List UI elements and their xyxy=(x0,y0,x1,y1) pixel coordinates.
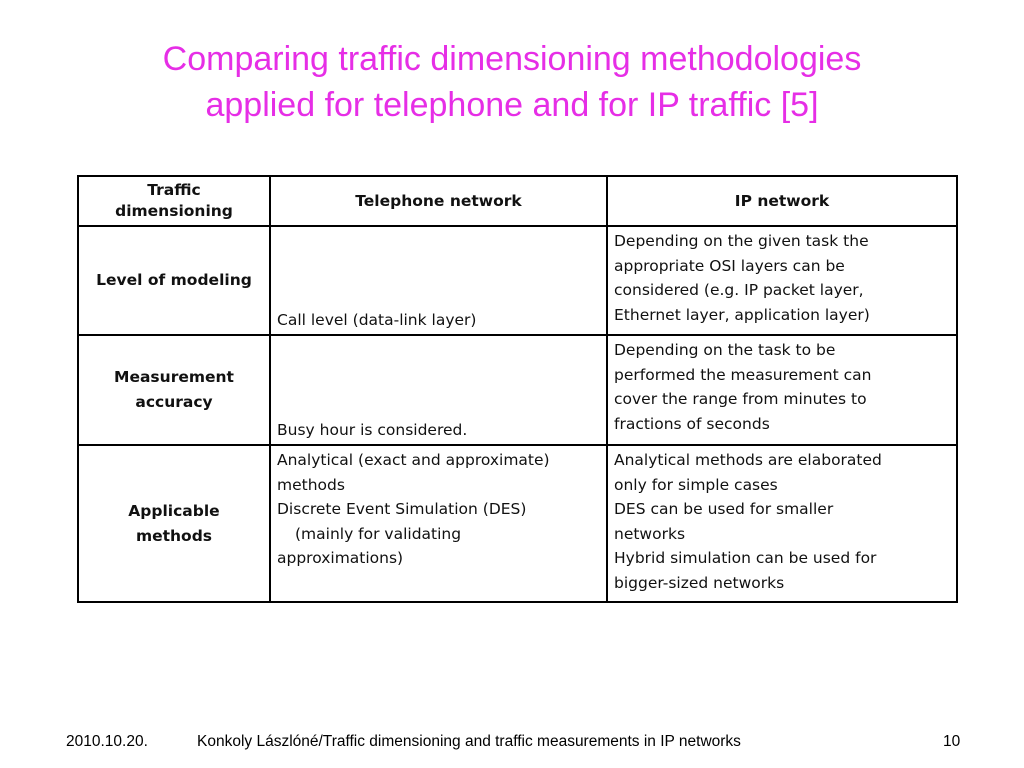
cell-telephone-applicable-methods xyxy=(270,445,607,602)
cell-line: (mainly for validating xyxy=(295,524,462,543)
footer-credit: Konkoly Lászlóné/Traffic dimensioning and traffic measurements in IP networks xyxy=(197,733,741,750)
cell-line: DES can be used for smaller xyxy=(614,500,834,518)
cell-line: Analytical (exact and approximate) xyxy=(277,451,550,469)
slide-footer xyxy=(0,733,1024,753)
table-row xyxy=(78,335,957,445)
header-traffic-dimensioning xyxy=(78,176,270,226)
row-label-measurement-accuracy xyxy=(78,335,270,445)
cell-ip-applicable-methods xyxy=(607,445,957,602)
cell-line: Busy hour is considered. xyxy=(277,420,468,439)
row-label-line: accuracy xyxy=(135,393,213,411)
cell-ip-level-of-modeling xyxy=(607,226,957,335)
cell-line: networks xyxy=(614,524,686,543)
cell-ip-measurement-accuracy xyxy=(607,335,957,445)
cell-line: bigger-sized networks xyxy=(614,573,785,592)
cell-line: Discrete Event Simulation (DES) xyxy=(277,500,527,518)
cell-line: Hybrid simulation can be used for xyxy=(614,549,877,567)
page-number: 10 xyxy=(943,733,961,750)
cell-telephone-measurement-accuracy xyxy=(270,335,607,445)
cell-line: only for simple cases xyxy=(614,475,778,494)
table-header-row xyxy=(78,176,957,226)
table-row xyxy=(78,226,957,335)
header-line: dimensioning xyxy=(115,202,233,220)
cell-line: Depending on the task to be xyxy=(614,341,836,359)
cell-line: considered (e.g. IP packet layer, xyxy=(614,281,864,299)
row-label-applicable-methods xyxy=(78,445,270,602)
row-label-level-of-modeling xyxy=(78,226,270,335)
cell-line: cover the range from minutes to xyxy=(614,390,867,408)
header-ip-network: IP network xyxy=(607,176,957,226)
row-label-line: methods xyxy=(135,526,213,545)
slide-title xyxy=(40,36,984,128)
header-line: Traffic xyxy=(147,181,201,199)
cell-telephone-level-of-modeling xyxy=(270,226,607,335)
table-row xyxy=(78,445,957,602)
row-label-line: Level of modeling xyxy=(96,271,252,289)
cell-line: performed the measurement can xyxy=(614,365,872,384)
cell-line: Ethernet layer, application layer) xyxy=(614,305,870,324)
comparison-table-container xyxy=(77,175,956,603)
cell-line: Depending on the given task the xyxy=(614,232,869,250)
cell-line: fractions of seconds xyxy=(614,414,770,433)
row-label-line: Applicable xyxy=(128,501,220,520)
cell-line: Analytical methods are elaborated xyxy=(614,451,882,469)
cell-line: appropriate OSI layers can be xyxy=(614,256,845,275)
comparison-table xyxy=(77,175,958,603)
cell-line: Call level (data-link layer) xyxy=(277,310,477,329)
cell-line: methods xyxy=(277,475,345,494)
cell-line: approximations) xyxy=(277,549,404,567)
row-label-line: Measurement xyxy=(114,368,234,386)
footer-date: 2010.10.20. xyxy=(66,733,148,750)
header-telephone-network: Telephone network xyxy=(270,176,607,226)
slide-title-line-2: applied for telephone and for IP traffic [5] xyxy=(205,86,819,124)
slide-title-line-1: Comparing traffic dimensioning methodologies xyxy=(162,40,862,78)
